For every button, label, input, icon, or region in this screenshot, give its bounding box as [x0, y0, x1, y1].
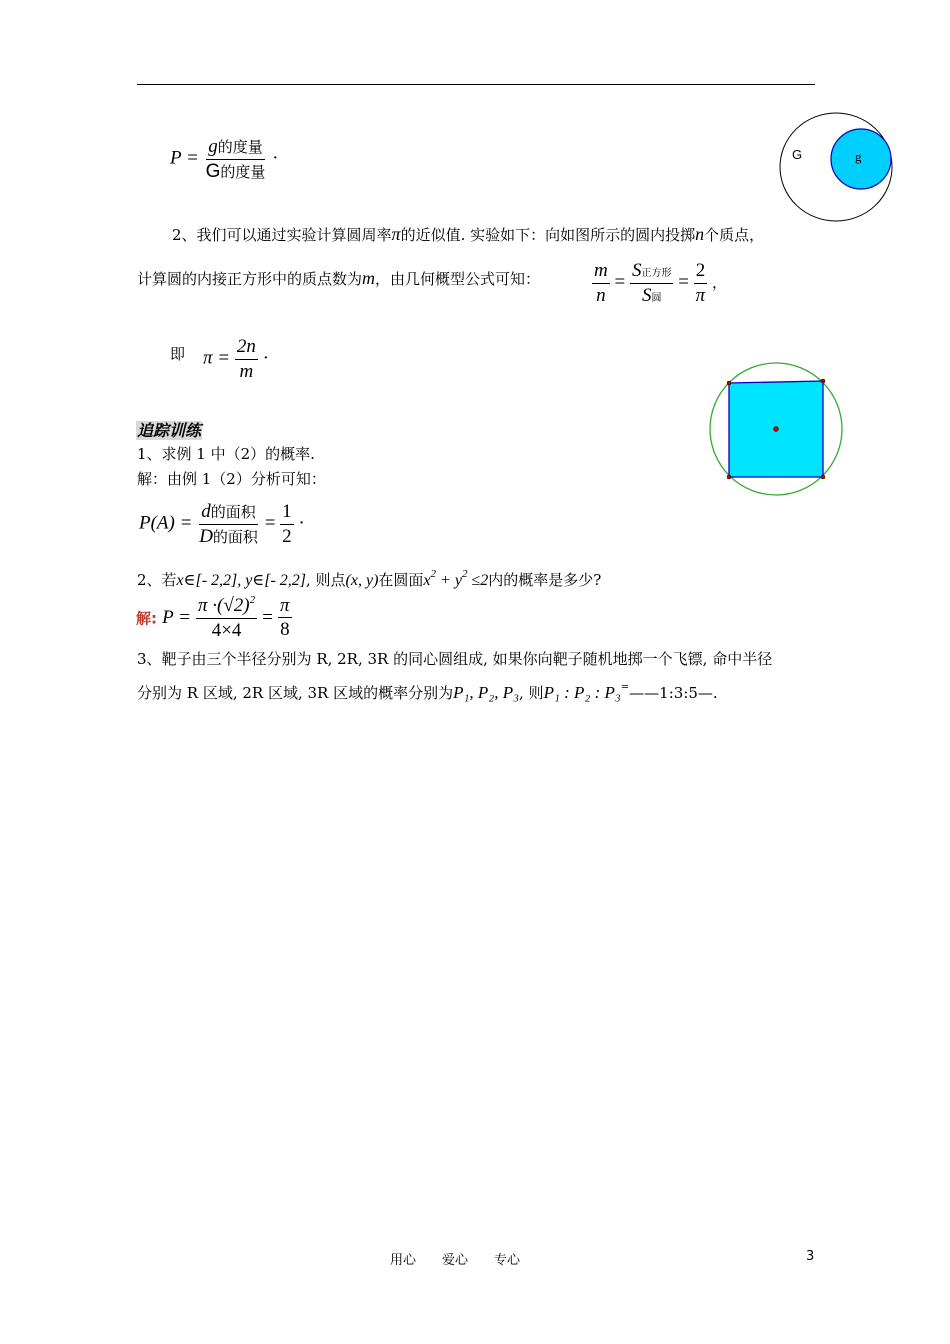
frac-2b: 2 [282, 525, 292, 547]
q2-solution-lhs: P = [162, 606, 191, 628]
question-1-solution: 解：由例 1（2）分析可知： [137, 470, 326, 488]
fraction-1-2 [280, 501, 294, 548]
formula-pa-lhs: P(A) = [139, 512, 193, 534]
para2-line2 [137, 268, 540, 289]
formula-p-fraction [204, 136, 268, 183]
formula-p-den-var: G [205, 160, 221, 182]
eq-1: = [614, 271, 626, 293]
q3-line2-b: , 则 [519, 684, 544, 702]
q2-point: (x, y) [345, 572, 379, 589]
frac-n: n [596, 284, 606, 306]
frac-s-square: S [631, 260, 642, 281]
eq-2: = [678, 271, 689, 293]
frac-m2: m [239, 360, 254, 382]
q2-prefix: 2、若 [137, 571, 177, 589]
formula-pi-dot: · [262, 347, 269, 369]
q2-suffix: 内的概率是多少? [488, 571, 602, 589]
frac-1: 1 [280, 501, 294, 525]
q3-answer: ——1:3:5—. [629, 684, 718, 702]
q2-condition: x∈[- 2,2], y∈[- 2,2] [176, 572, 306, 589]
para3-ji: 即 [170, 345, 186, 363]
para2-line1-b: 的近似值. 实验如下：向如图所示的圆内投掷 [400, 226, 696, 244]
label-g: g [855, 149, 862, 164]
q2-mid2: 在圆面 [378, 571, 424, 589]
formula-pi-lhs: π = [203, 347, 231, 369]
frac-D: D [199, 525, 213, 547]
q2-le: ≤2 [467, 572, 489, 589]
fraction-pi-sqrt [196, 594, 257, 642]
frac-d: d [201, 501, 211, 522]
frac-pi: π [695, 284, 706, 306]
q2-r-den: 8 [280, 619, 290, 641]
formula-pi [203, 336, 269, 383]
figure-region-diagram [778, 111, 896, 223]
formula-p-num-var: g [208, 136, 218, 157]
vertex-point [821, 475, 825, 479]
page-number: 3 [806, 1249, 815, 1264]
q2-den: 4×4 [211, 619, 242, 641]
frac-s-square-sub: 正方形 [641, 268, 672, 279]
center-point [774, 427, 779, 432]
q3-ratio: P₁ : P₂ : P₃ [543, 683, 621, 702]
q2-num: π ·(√2) [198, 595, 250, 616]
section-title: 追踪训练 [137, 421, 202, 440]
header-rule [137, 84, 815, 85]
q2-x: x [423, 572, 431, 589]
frac-2: 2 [694, 260, 708, 284]
q2-eq: = [262, 606, 273, 628]
ratio-tail: ， [711, 273, 727, 292]
label-G: G [792, 147, 803, 162]
para2-line2-a: 计算圆的内接正方形中的质点数为 [137, 270, 363, 288]
q2-num-sup: 2 [249, 594, 256, 606]
formula-pa [139, 501, 305, 548]
para2-n: n [695, 224, 705, 244]
formula-pa-eq: = [264, 512, 276, 534]
question-2-solution [136, 594, 292, 642]
fraction-s [630, 260, 674, 307]
q2-r-num: π [278, 595, 292, 619]
formula-p-lhs: P = [170, 147, 199, 169]
para2-pi: π [391, 224, 401, 244]
figure-inscribed-square [706, 359, 848, 499]
frac-D-text: 的面积 [212, 527, 258, 546]
section-heading [136, 418, 202, 441]
vertex-point [727, 381, 731, 385]
formula-p-num-text: 的度量 [217, 138, 263, 156]
para2-line1 [172, 224, 764, 245]
fraction-2-pi [694, 260, 708, 307]
q2-solution-label: 解: [136, 609, 157, 628]
formula-p-dot: · [272, 147, 279, 169]
frac-2n: 2n [235, 336, 258, 360]
fraction-2n-m [235, 336, 258, 383]
formula-pa-dot: · [298, 512, 305, 534]
question-3-line2 [137, 682, 718, 703]
question-2: 2、若x∈[- 2,2], y∈[- 2,2], 则点(x, y)在圆面$x^2 + y^2 \le 2$内的概率是多少? [137, 568, 602, 589]
fraction-d-D [197, 501, 260, 548]
footer-motto: 用心 爱心 专心 [390, 1253, 521, 1268]
para2-m: m [362, 268, 376, 288]
fraction-m-n [592, 260, 610, 307]
formula-p [170, 136, 278, 183]
fraction-pi-8 [278, 595, 292, 642]
para2-line1-c: 个质点， [704, 226, 765, 244]
para2-line2-b: ，由几何概型公式可知： [375, 270, 541, 288]
vertex-point [821, 379, 825, 383]
question-1: 1、求例 1 中（2）的概率. [137, 445, 315, 463]
q2-mid: , 则点 [306, 571, 346, 589]
frac-d-text: 的面积 [210, 503, 256, 521]
vertex-point [727, 475, 731, 479]
formula-p-den-text: 的度量 [220, 162, 266, 181]
question-3-line1: 3、靶子由三个半径分别为 R, 2R, 3R 的同心圆组成, 如果你向靶子随机地掷一个飞镖, 命中半径 [137, 650, 773, 668]
q3-line2-a: 分别为 R 区域, 2R 区域, 3R 区域的概率分别为 [137, 684, 454, 702]
frac-s-circle: S [641, 284, 652, 306]
frac-s-circle-sub: 圆 [651, 292, 662, 304]
q3-probs: P₁, P₂, P₃ [453, 683, 520, 702]
formula-ratio [592, 260, 727, 307]
q2-y: + y [436, 572, 462, 589]
q3-eq: = [620, 682, 630, 693]
para2-line1-a: 2、我们可以通过实验计算圆周率 [172, 226, 392, 244]
frac-m: m [592, 260, 610, 284]
